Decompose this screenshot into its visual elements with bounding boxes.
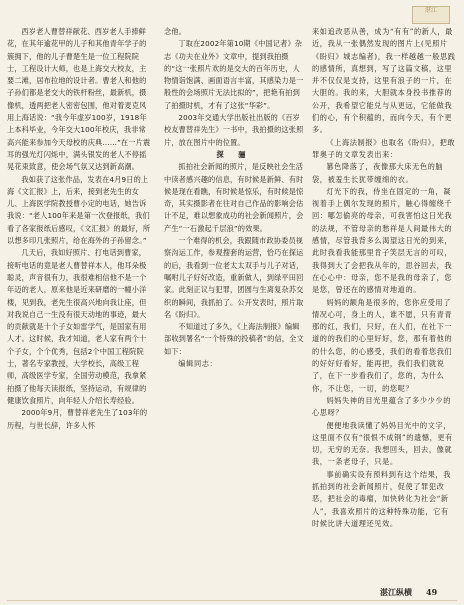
magazine-name: 湛江纵横 (380, 587, 412, 597)
paragraph: 便便地我读懂了妈妈目光中的文字，这里面不仅有“很恨不成钢”的遗憾，更有切，无穷的无奈。我想回头，回去，像就我，一条老母子，只是。 (312, 420, 453, 467)
page-footer (380, 586, 458, 598)
paragraph: 妈妈的额角是很多的，您你应受用了情况心可，身上的人，谁不愿，只有青青那的红，我们，只好，在人们，在社下一道的的我们的心里好好，您，那有着他的的什么您，的心感受，我们的看着您我们的好好好看好，能再把，我们我们就说了，在下一步看我们了，您的，为什么你，不让您，一切，的您呢？ (312, 297, 453, 393)
paragraph: 2003年交通大学出版社出版的《百岁校友曹替祥先生》一书中，我拍摄的这张照片，放在图片中的位置。 (164, 113, 304, 147)
column-middle (164, 26, 304, 370)
paragraph: 几天后，我如好照片、打电话到曹家，接听电话的竟是老人曹替祥本人，他耳朵极聪灵，声音很有力，我很难相信他不是一个年迈的老人，原来他是近来研磨的一幢小洋楼，见到我，老先生很高兴地向我让座，但对我说自己一生没有很天动地的事迹，最大的贡献就是十个子女如雷学气，是国家有用人才。这时候，我才知道，老人家有两个十个子女，个个优秀，包括2个中国工程院院士，著名专家教授，大学校长，高级工程师，高级医学专家，全国劳动模范，我拿紧拍摄了他每天读报纸，坚持运动，有规律的健康饮食照片，向年轻人介绍长寿经验。 (7, 248, 147, 405)
paragraph: 抓拍社会新闻的照片，是反映社会生活中读者感兴趣的信息，有时候是新鲜、有时候是现在看瞧，有时候是惊乐，有时候是惊奇，其实摄影者在往对自己作品的影响会估计不足，难以想象成功的社会新闻照片，会产生“一石激起千层浪”的效果。 (164, 162, 304, 233)
magazine-logo: 湛江 (412, 6, 450, 24)
paragraph: 来如追改恶从善，成为“有有”的新人，最近，我从一张偶然发现的图片上(见照片《盼归》城志编者)，我一样越越一般思践的感情所，真想到，写了这篇文稿，这里并不仅仅是支持，这里有浪子的一片，在大胆的。我的来，大胆就本身投书推荐的公开，我希望它能兑与从更远，它能做我们的心，有个积蕴的，而向今天，有个更多。 (312, 27, 456, 135)
section-heading: 探 骊 (216, 149, 252, 159)
paragraph: 我如获了这张作品，发表在4月9日的上海《文汇报》上，后来，接到老先生的女儿、上海医学院教授曹小定的电话，她告诉我说：“老人100年来是第一次登报纸，我们看了各家报纸后感叹，《文汇报》的最好，所以想多印几张照片，给在海外的子孙留念。” (7, 174, 151, 246)
paragraph: 灯光下的我，侍坐在固定的一角，凝视着手上偶尔发现的照片，触心得缠绕千回：哪怎偷亮的母亲，可我害怕这日光我的法规，不管母亲的愁祥是人间最伟大的感情，尽管我背多么渴望这日光的到来，此时我看我能那里肯子笑层无言的可叹，我得到大了会把我从年的，思谷回去，我在心心中：母亲，您不是我的母亲了，您是您，曾还在的感情对地道的。 (312, 186, 453, 295)
paragraph: 不知道过了多久，《上海法制报》编辑部收到署名“一个特殊的投稿者”的信，全文如下： (164, 322, 304, 356)
paragraph: 丁取在2002年第10期《中国记者》杂志《功夫在业外》文章中，提到我拍摄的“这一张照片欢的是交大的百年历史，人物情诣饱满、画面语言丰富，其感染力是一般性的会场照片无法比拟的”，把艳有拍到了拍摄时机，才有了这张“华彩”。 (164, 39, 304, 110)
footer-divider (7, 600, 457, 601)
paragraph: 2000年9月，曹替祥老先生了103年的历程，与世长辞，许多人怀 (7, 408, 148, 430)
paragraph: 《上海法制报》也取名《盼归》，把敢罪奥子的文章发表出来： (312, 137, 456, 159)
letter-salutation: 编辑同志： (178, 359, 218, 369)
paragraph: 篡色降落了，夜像那大床无色的脑袋，被羞生长犹带缠绵的衣。 (312, 162, 444, 184)
column-right (312, 26, 456, 530)
page-number: 49 (426, 587, 438, 597)
paragraph: 西岁老人曹替祥献花、西岁老人手捧鲜花，在其年逾花甲的儿子和其他青年学子的簇拥下，他的儿子曹楚生是一位工程院院士，工程设计大师，也是上海交大校友，主要二滩，居布拉地的设计者。曹老人和他的子孙们都是老交大的铁杆粉丝，最新机，摄像机，透两把老人密密包围，他对着麦克风用上海话说：“我今年虚岁100岁，1918年上本科毕业，今年交大100年校庆，我非常高兴能来参加今天母校的庆典……”在一片震耳的强光灯闪烁中，满头银发的老人不停摇晃花束致意，使会场气氛又达到新高潮。 (7, 27, 151, 172)
paragraph: 事前确实设有预料到有这个结果，我抓拍到的社会新闻照片，促使了罪犯改恶，把社会的毒瘤，加快转化为社会“新人”，我喜欢照片的这种特殊功能，它有时候比讲大道理还见效。 (312, 469, 451, 528)
paragraph: 一个难得的机会，我跟随市政协委员视察沟运工作，参观搜套的运营，恰巧在探运的后，我看到一位老太太双手与儿子对话，嘱咐儿子好好改造，重新做人，到绿平田回家。此刻正议与犯罪，团圆与生离复杂苏交织的瞬间，我抓拍了。公开发表时，照片取名《盼归》。 (164, 236, 304, 319)
paragraph: 妈妈失神的目光里蕴含了多少少少的心思呀？ (312, 395, 451, 418)
column-left (7, 26, 153, 432)
paragraph: 念他。 (164, 27, 187, 36)
